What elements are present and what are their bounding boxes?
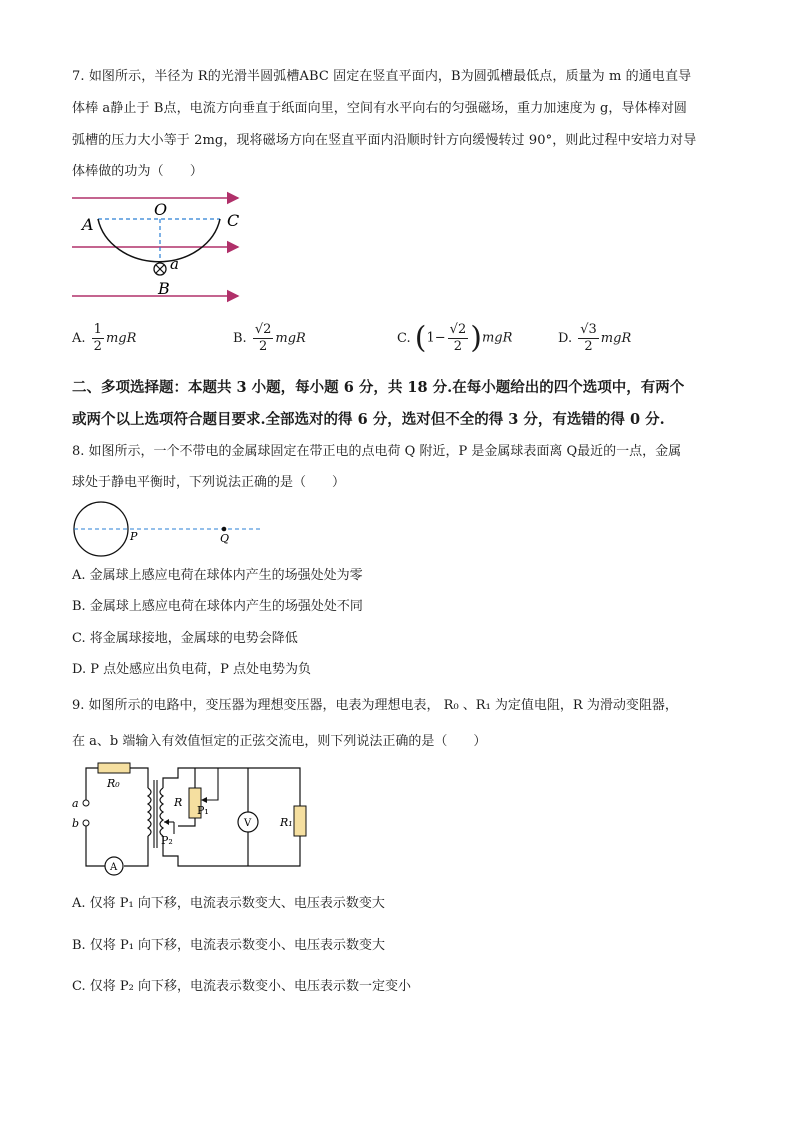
q9-option-c[interactable]: C. 仅将 P₂ 向下移，电流表示数变小、电压表示数一定变小 bbox=[72, 979, 411, 994]
q7-line1: 7. 如图所示，半径为 R的光滑半圆弧槽ABC 固定在竖直平面内，B为圆弧槽最低点，质量为 m 的通电直导 bbox=[72, 69, 692, 84]
terminal-a bbox=[83, 800, 89, 806]
q8-line2: 球处于静电平衡时，下列说法正确的是（ ） bbox=[72, 475, 346, 490]
q8-option-d[interactable]: D. P 点处感应出负电荷，P 点处电势为负 bbox=[72, 662, 311, 677]
q7-option-c[interactable]: C. (1− $\frac{√2}{2}$ )mgR bbox=[397, 320, 513, 356]
q8-option-a[interactable]: A. 金属球上感应电荷在球体内产生的场强处处为零 bbox=[72, 568, 363, 583]
label-O: O bbox=[154, 200, 168, 219]
section2-line2: 或两个以上选项符合题目要求.全部选对的得 6 分，选对但不全的得 3 分，有选错的得 0 分. bbox=[72, 411, 665, 428]
q8-option-b[interactable]: B. 金属球上感应电荷在球体内产生的场强处处不同 bbox=[72, 599, 363, 614]
label-b: b bbox=[72, 817, 80, 830]
label-R: R bbox=[174, 796, 183, 809]
q9-option-a[interactable]: A. 仅将 P₁ 向下移，电流表示数变大、电压表示数变大 bbox=[72, 896, 385, 911]
secondary-coil bbox=[160, 788, 163, 836]
label-A: A bbox=[82, 215, 94, 234]
label-R0: R₀ bbox=[107, 777, 120, 790]
q8-line1: 8. 如图所示，一个不带电的金属球固定在带正电的点电荷 Q 附近，P 是金属球表面离 Q最近的一点，金属 bbox=[72, 444, 682, 459]
q8-option-c[interactable]: C. 将金属球接地，金属球的电势会降低 bbox=[72, 631, 298, 646]
label-B: B bbox=[158, 279, 170, 298]
section2-line1: 二、多项选择题：本题共 3 小题，每小题 6 分，共 18 分.在每小题给出的四个选项中，有两个 bbox=[72, 379, 685, 396]
point-charge-q bbox=[222, 527, 227, 532]
resistor-r1 bbox=[294, 806, 306, 836]
label-P1: P₁ bbox=[197, 804, 209, 817]
semicircle-track bbox=[98, 219, 220, 262]
label-C: C bbox=[227, 211, 240, 230]
primary-coil bbox=[148, 788, 151, 836]
label-P2: P₂ bbox=[161, 834, 173, 847]
q7-figure bbox=[70, 190, 250, 305]
resistor-r0 bbox=[98, 763, 130, 773]
label-P: P bbox=[130, 530, 138, 543]
label-R1: R₁ bbox=[280, 816, 293, 829]
q7-option-b[interactable]: B. $\frac{√2}{2}$ mgR bbox=[233, 322, 306, 354]
q7-line4: 体棒做的功为（ ） bbox=[72, 164, 204, 179]
q8-figure bbox=[70, 500, 270, 560]
q7-line3: 弧槽的压力大小等于 2mg，现将磁场方向在竖直平面内沿顺时针方向缓慢转过 90°，则此过程中安培力对导 bbox=[72, 133, 697, 148]
q9-line1: 9. 如图所示的电路中，变压器为理想变压器，电表为理想电表， R₀ 、R₁ 为定值电阻，R 为滑动变阻器， bbox=[72, 698, 678, 713]
q7-option-d[interactable]: D. $\frac{√3}{2}$ mgR bbox=[558, 322, 632, 354]
q7-line2: 体棒 a静止于 B点，电流方向垂直于纸面向里，空间有水平向右的匀强磁场，重力加速度为 g，导体棒对圆 bbox=[72, 101, 688, 116]
terminal-b bbox=[83, 820, 89, 826]
ammeter-label: A bbox=[110, 862, 118, 873]
label-a: a bbox=[170, 255, 179, 273]
label-a: a bbox=[72, 797, 79, 810]
q9-line2: 在 a、b 端输入有效值恒定的正弦交流电，则下列说法正确的是（ ） bbox=[72, 734, 487, 749]
q9-circuit-figure bbox=[70, 760, 310, 880]
q9-option-b[interactable]: B. 仅将 P₁ 向下移，电流表示数变小、电压表示数变大 bbox=[72, 938, 386, 953]
label-Q: Q bbox=[220, 532, 230, 545]
q7-option-a[interactable]: A. $\frac{1}{2}$ mgR bbox=[72, 322, 137, 354]
voltmeter-label: V bbox=[244, 818, 252, 829]
